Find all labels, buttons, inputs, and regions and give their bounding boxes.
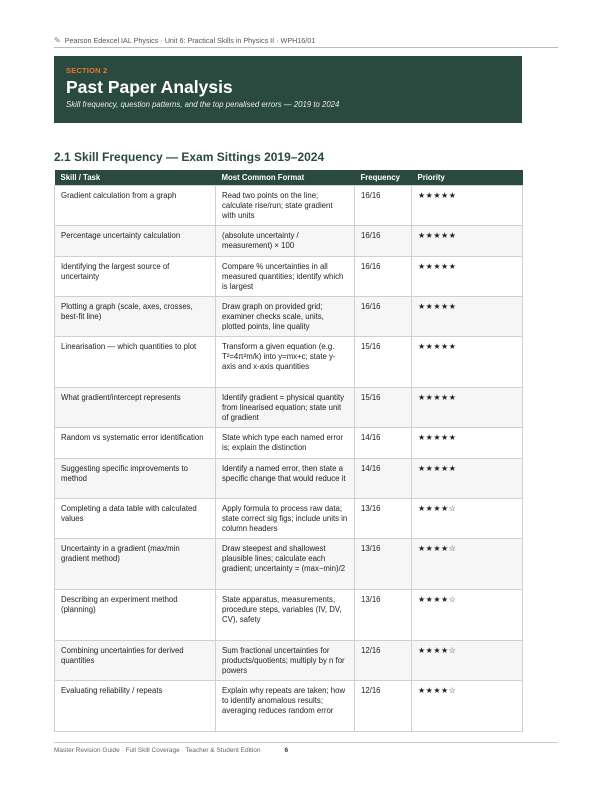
section-kicker: SECTION 2: [66, 66, 108, 75]
cell-format: Identify a named error, then state a specific change that would reduce it: [216, 458, 355, 498]
table-row: [55, 680, 523, 731]
cell-frequency: 12/16: [355, 680, 412, 731]
table-row: [55, 336, 523, 387]
cell-format: Identify gradient = physical quantity from linearised equation; state unit of gradient: [216, 387, 355, 427]
cell-skill: Suggesting specific improvements to method: [55, 458, 216, 498]
cell-priority: ★★★★☆: [412, 589, 523, 640]
pencil-icon: ✎: [54, 35, 61, 45]
running-head: [54, 33, 558, 47]
cell-priority: ★★★★☆: [412, 640, 523, 680]
table-row: [55, 225, 523, 256]
cell-frequency: 16/16: [355, 296, 412, 336]
section-banner: [54, 56, 522, 123]
page-title: Past Paper Analysis: [66, 77, 233, 97]
cell-priority: ★★★★★: [412, 458, 523, 498]
cell-frequency: 15/16: [355, 387, 412, 427]
table-row: [55, 296, 523, 336]
cell-format: Apply formula to process raw data; state correct sig figs; include units in column headers: [216, 498, 355, 538]
cell-format: Read two points on the line; calculate rise/run; state gradient with units: [216, 185, 355, 225]
cell-skill: Completing a data table with calculated values: [55, 498, 216, 538]
cell-format: State which type each named error is; explain the distinction: [216, 427, 355, 458]
cell-priority: ★★★★★: [412, 225, 523, 256]
column-header-skill: Skill / Task: [55, 170, 216, 185]
cell-skill: Plotting a graph (scale, axes, crosses, best-fit line): [55, 296, 216, 336]
cell-skill: Evaluating reliability / repeats: [55, 680, 216, 731]
cell-frequency: 16/16: [355, 185, 412, 225]
table-row: [55, 498, 523, 538]
table-row: [55, 640, 523, 680]
page-number: 6: [284, 747, 289, 754]
cell-format: Sum fractional uncertainties for products/quotients; multiply by n for powers: [216, 640, 355, 680]
cell-frequency: 13/16: [355, 589, 412, 640]
table-row: [55, 256, 523, 296]
cell-skill: Percentage uncertainty calculation: [55, 225, 216, 256]
cell-format: Transform a given equation (e.g. T²=4π²m/k) into y=mx+c; state y-axis and x-axis quantities: [216, 336, 355, 387]
table-row: [55, 538, 523, 589]
cell-frequency: 12/16: [355, 640, 412, 680]
table-row: [55, 589, 523, 640]
cell-frequency: 14/16: [355, 458, 412, 498]
cell-priority: ★★★★★: [412, 427, 523, 458]
skill-frequency-table: [54, 170, 523, 732]
cell-skill: Identifying the largest source of uncertainty: [55, 256, 216, 296]
cell-format: State apparatus, measurements, procedure steps, variables (IV, DV, CV), safety: [216, 589, 355, 640]
cell-priority: ★★★★☆: [412, 538, 523, 589]
running-head-text: Pearson Edexcel IAL Physics · Unit 6: Practical Skills in Physics II · WPH16/01: [64, 35, 316, 45]
cell-frequency: 16/16: [355, 256, 412, 296]
cell-format: Draw graph on provided grid; examiner checks scale, units, plotted points, line quality: [216, 296, 355, 336]
cell-frequency: 16/16: [355, 225, 412, 256]
table-header-row: [55, 170, 523, 185]
cell-skill: Linearisation — which quantities to plot: [55, 336, 216, 387]
table-row: [55, 458, 523, 498]
section-heading: 2.1 Skill Frequency — Exam Sittings 2019–2024: [54, 150, 325, 164]
page-footer: [54, 747, 288, 754]
cell-skill: Describing an experiment method (planning): [55, 589, 216, 640]
cell-priority: ★★★★★: [412, 387, 523, 427]
cell-priority: ★★★★☆: [412, 680, 523, 731]
cell-frequency: 13/16: [355, 498, 412, 538]
cell-frequency: 13/16: [355, 538, 412, 589]
table-row: [55, 427, 523, 458]
cell-priority: ★★★★★: [412, 185, 523, 225]
cell-skill: Combining uncertainties for derived quantities: [55, 640, 216, 680]
table-row: [55, 185, 523, 225]
cell-frequency: 15/16: [355, 336, 412, 387]
cell-skill: Gradient calculation from a graph: [55, 185, 216, 225]
cell-priority: ★★★★★: [412, 256, 523, 296]
header-divider: [54, 47, 558, 48]
cell-priority: ★★★★★: [412, 336, 523, 387]
column-header-priority: Priority: [412, 170, 523, 185]
cell-skill: Random vs systematic error identification: [55, 427, 216, 458]
cell-format: Explain why repeats are taken; how to identify anomalous results; averaging reduces random error: [216, 680, 355, 731]
footer-divider: [54, 742, 558, 743]
cell-frequency: 14/16: [355, 427, 412, 458]
table-row: [55, 387, 523, 427]
cell-format: (absolute uncertainty / measurement) × 100: [216, 225, 355, 256]
column-header-frequency: Frequency: [355, 170, 412, 185]
column-header-format: Most Common Format: [216, 170, 355, 185]
cell-skill: Uncertainty in a gradient (max/min gradient method): [55, 538, 216, 589]
cell-format: Compare % uncertainties in all measured quantities; identify which is largest: [216, 256, 355, 296]
cell-priority: ★★★★★: [412, 296, 523, 336]
page-subtitle: Skill frequency, question patterns, and the top penalised errors — 2019 to 2024: [66, 100, 340, 109]
footer-text: Master Revision Guide · Full Skill Coverage · Teacher & Student Edition: [54, 747, 261, 754]
cell-format: Draw steepest and shallowest plausible lines; calculate each gradient; uncertainty = (max−min)/2: [216, 538, 355, 589]
cell-priority: ★★★★☆: [412, 498, 523, 538]
cell-skill: What gradient/intercept represents: [55, 387, 216, 427]
